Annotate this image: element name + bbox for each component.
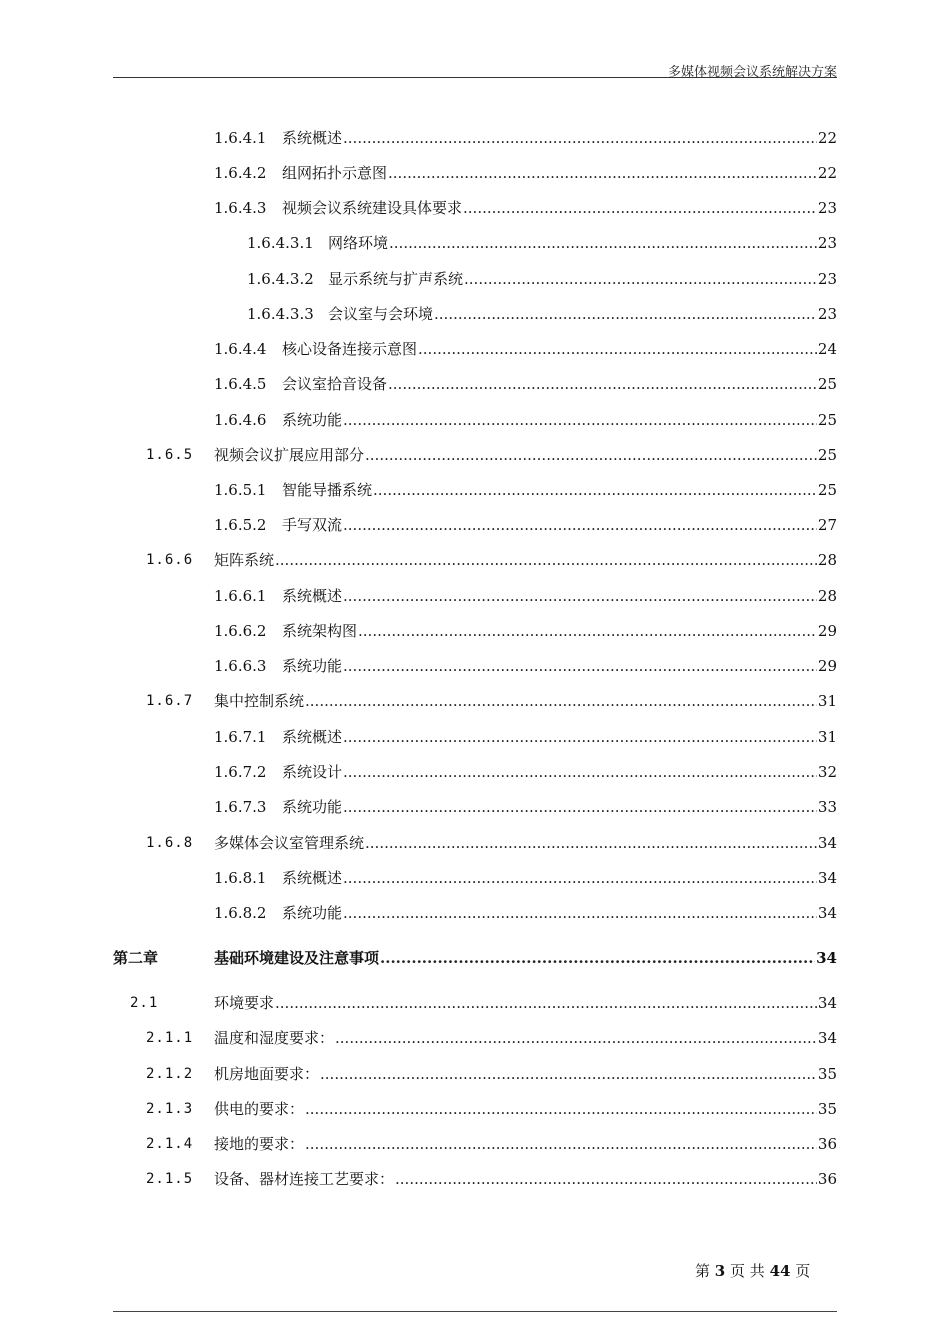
toc-entry-title: 矩阵系统 [214,551,275,569]
toc-dot-leader [305,1133,817,1155]
toc-entry-page: 24 [817,340,837,358]
toc-entry-title: 智能导播系统 [282,481,373,499]
toc-entry-number: 2.1.3 [146,1101,194,1117]
toc-entry-leader [282,373,837,395]
toc-entry-title: 系统设计 [282,763,343,781]
toc-entry-number: 1.6.5 [146,447,194,463]
toc-entry-title: 环境要求 [214,994,275,1012]
toc-entry[interactable] [0,1063,950,1085]
toc-entry[interactable] [0,726,950,748]
footer-mid: 页 共 [730,1262,765,1280]
toc-entry-title: 显示系统与扩声系统 [328,270,464,288]
footer-prefix: 第 [695,1262,711,1280]
toc-entry[interactable] [0,902,950,924]
toc-entry-leader [282,409,837,431]
toc-entry-page: 32 [817,763,837,781]
toc-dot-leader [358,620,817,642]
toc-entry-title: 系统概述 [282,728,343,746]
toc-entry-page: 29 [817,622,837,640]
toc-entry-title: 视频会议系统建设具体要求 [282,199,463,217]
toc-entry-page: 36 [817,1170,837,1188]
toc-entry-leader [282,796,837,818]
toc-entry-title: 视频会议扩展应用部分 [214,446,365,464]
toc-dot-leader [343,726,817,748]
toc-entry-number: 1.6.7.3 [214,798,267,816]
toc-entry-number: 1.6.4.6 [214,411,267,429]
toc-dot-leader [343,514,817,536]
toc-entry-page: 34 [817,994,837,1012]
toc-entry-page: 29 [817,657,837,675]
toc-entry-number: 1.6.8.2 [214,904,267,922]
toc-entry-page: 23 [817,305,837,323]
toc-entry-page: 28 [817,551,837,569]
toc-entry-title: 系统概述 [282,587,343,605]
toc-entry[interactable] [0,655,950,677]
toc-entry[interactable] [0,585,950,607]
toc-entry-page: 34 [817,904,837,922]
toc-dot-leader [343,796,817,818]
toc-entry-page: 23 [817,234,837,252]
toc-dot-leader [434,303,817,325]
header-title: 多媒体视频会议系统解决方案 [667,65,837,80]
toc-entry-number: 1.6.5.2 [214,516,267,534]
toc-entry[interactable] [0,514,950,536]
toc-entry-number: 1.6.4.3 [214,199,267,217]
toc-dot-leader [365,832,817,854]
toc-entry[interactable] [0,409,950,431]
toc-entry-number: 1.6.7.2 [214,763,267,781]
toc-entry[interactable] [0,127,950,149]
toc-entry-number: 2.1.2 [146,1066,194,1082]
toc-dot-leader [335,1027,817,1049]
toc-entry-number: 1.6.4.4 [214,340,267,358]
toc-entry-page: 25 [817,446,837,464]
toc-entry-leader [214,1063,837,1085]
toc-dot-leader [365,444,817,466]
toc-entry-leader [214,444,837,466]
toc-entry-title: 核心设备连接示意图 [282,340,418,358]
toc-entry-leader [214,1098,837,1120]
toc-entry-leader [282,726,837,748]
toc-entry-title: 系统架构图 [282,622,358,640]
toc-dot-leader [343,585,817,607]
toc-entry-number: 1.6.5.1 [214,481,267,499]
toc-entry[interactable] [0,444,950,466]
footer-current-page: 3 [714,1262,726,1280]
toc-entry-leader [214,690,837,712]
toc-entry[interactable] [0,197,950,219]
toc-entry[interactable] [0,761,950,783]
toc-entry-page: 27 [817,516,837,534]
toc-entry-title: 会议室拾音设备 [282,375,388,393]
toc-entry-number: 1.6.4.5 [214,375,267,393]
toc-entry-number: 1.6.4.3.2 [247,270,314,288]
toc-entry-number: 1.6.6 [146,552,194,568]
toc-entry-leader [214,947,837,969]
toc-entry-page: 34 [817,1029,837,1047]
toc-dot-leader [395,1168,817,1190]
toc-entry-title: 供电的要求： [214,1100,305,1118]
toc-entry-title: 网络环境 [328,234,389,252]
header-rule [113,77,837,78]
toc-dot-leader [418,338,817,360]
toc-entry[interactable] [0,796,950,818]
toc-entry-page: 28 [817,587,837,605]
toc-entry-title: 组网拓扑示意图 [282,164,388,182]
toc-dot-leader [275,992,817,1014]
toc-entry-page: 22 [817,129,837,147]
toc-entry-leader [282,479,837,501]
toc-entry-number: 1.6.4.2 [214,164,267,182]
toc-entry-leader [282,197,837,219]
toc-dot-leader [343,409,817,431]
toc-entry-leader [282,867,837,889]
toc-dot-leader [380,947,815,969]
toc-dot-leader [305,690,817,712]
toc-entry-leader [282,620,837,642]
toc-entry-title: 系统功能 [282,798,343,816]
toc-entry-number: 1.6.7.1 [214,728,267,746]
toc-entry-leader [282,761,837,783]
toc-entry[interactable] [0,947,950,969]
toc-dot-leader [343,867,817,889]
toc-entry-number: 2.1.1 [146,1030,194,1046]
toc-entry[interactable] [0,162,950,184]
toc-entry-leader [282,338,837,360]
toc-entry-leader [328,268,837,290]
toc-entry-title: 机房地面要求： [214,1065,320,1083]
toc-entry-leader [214,832,837,854]
toc-dot-leader [464,268,817,290]
toc-dot-leader [275,549,817,571]
toc-entry-page: 35 [817,1100,837,1118]
toc-entry-title: 多媒体会议室管理系统 [214,834,365,852]
page-footer [695,1260,810,1281]
toc-entry[interactable] [0,303,950,325]
toc-entry-number: 1.6.6.3 [214,657,267,675]
toc-entry-title: 温度和湿度要求： [214,1029,335,1047]
toc-entry-leader [214,992,837,1014]
toc-entry-page: 25 [817,411,837,429]
toc-entry-page: 34 [817,869,837,887]
toc-dot-leader [343,761,817,783]
toc-dot-leader [343,655,817,677]
toc-entry-number: 1.6.8 [146,835,194,851]
toc-entry-title: 系统功能 [282,411,343,429]
toc-entry-title: 设备、器材连接工艺要求： [214,1170,395,1188]
toc-dot-leader [388,373,817,395]
toc-entry-title: 系统概述 [282,869,343,887]
toc-entry[interactable] [0,268,950,290]
toc-entry-title: 基础环境建设及注意事项 [214,949,380,967]
toc-entry[interactable] [0,1168,950,1190]
toc-dot-leader [388,162,817,184]
toc-entry-page: 23 [817,199,837,217]
toc-entry[interactable] [0,620,950,642]
toc-entry-page: 23 [817,270,837,288]
toc-entry-page: 36 [817,1135,837,1153]
toc-entry-title: 手写双流 [282,516,343,534]
toc-entry-page: 22 [817,164,837,182]
toc-entry[interactable] [0,479,950,501]
toc-entry[interactable] [0,232,950,254]
toc-entry-number: 1.6.8.1 [214,869,267,887]
toc-entry-number: 1.6.4.3.1 [247,234,314,252]
toc-entry[interactable] [0,338,950,360]
toc-entry-leader [214,1168,837,1190]
toc-dot-leader [389,232,817,254]
toc-entry-number: 2.1.4 [146,1136,194,1152]
toc-entry-page: 34 [817,834,837,852]
toc-entry-leader [282,655,837,677]
toc-entry-page: 35 [817,1065,837,1083]
toc-entry[interactable] [0,1133,950,1155]
toc-entry[interactable] [0,1098,950,1120]
toc-entry-number: 1.6.4.1 [214,129,267,147]
toc-entry-leader [328,303,837,325]
toc-entry-leader [214,1027,837,1049]
toc-entry-leader [328,232,837,254]
toc-entry-title: 系统功能 [282,657,343,675]
toc-entry-number: 2.1.5 [146,1171,194,1187]
toc-entry-leader [282,127,837,149]
toc-entry-title: 会议室与会环境 [328,305,434,323]
toc-entry[interactable] [0,832,950,854]
toc-entry[interactable] [0,690,950,712]
toc-entry-title: 系统功能 [282,904,343,922]
toc-entry-title: 接地的要求： [214,1135,305,1153]
toc-entry-page: 34 [816,949,837,967]
toc-dot-leader [343,902,817,924]
toc-entry-title: 集中控制系统 [214,692,305,710]
toc-entry-number: 1.6.7 [146,693,194,709]
toc-entry-page: 25 [817,481,837,499]
toc-dot-leader [305,1098,817,1120]
toc-entry-page: 31 [817,728,837,746]
toc-entry-number: 1.6.6.1 [214,587,267,605]
toc-entry-number: 2.1 [130,995,159,1011]
toc-entry[interactable] [0,867,950,889]
toc-entry-leader [214,549,837,571]
toc-entry-title: 系统概述 [282,129,343,147]
footer-suffix: 页 [795,1262,811,1280]
toc-entry[interactable] [0,992,950,1014]
toc-entry-page: 31 [817,692,837,710]
toc-entry-leader [282,585,837,607]
toc-dot-leader [373,479,817,501]
toc-entry[interactable] [0,373,950,395]
toc-entry[interactable] [0,1027,950,1049]
toc-dot-leader [463,197,817,219]
toc-entry-leader [282,514,837,536]
toc-entry-leader [282,902,837,924]
toc-entry-page: 33 [817,798,837,816]
toc-entry-number: 第二章 [113,949,159,967]
footer-total-pages: 44 [769,1262,791,1280]
toc-entry-number: 1.6.4.3.3 [247,305,314,323]
toc-entry[interactable] [0,549,950,571]
toc-entry-leader [214,1133,837,1155]
toc-entry-leader [282,162,837,184]
toc-dot-leader [320,1063,817,1085]
toc-dot-leader [343,127,817,149]
footer-rule [113,1311,837,1312]
toc-entry-page: 25 [817,375,837,393]
toc-entry-number: 1.6.6.2 [214,622,267,640]
